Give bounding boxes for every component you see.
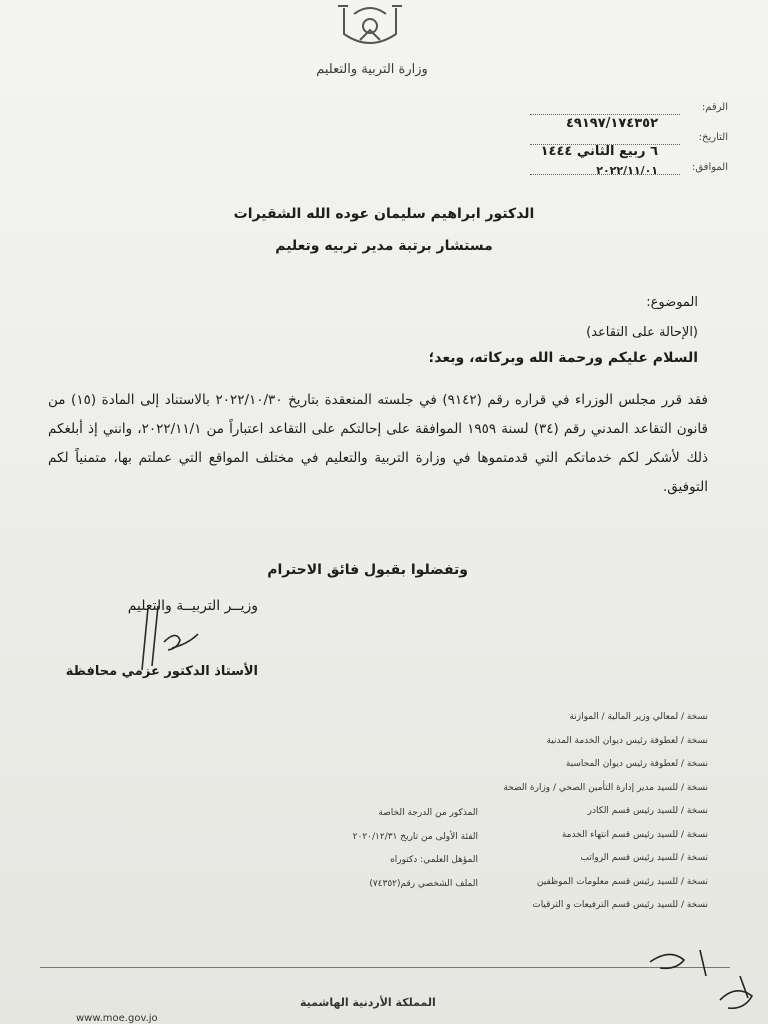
closing-text: وتفضلوا بقبول فائق الاحترام [267, 562, 468, 578]
employee-info-item: الفئة الأولى من تاريخ ٢٠٢٠/١٢/٣١ [352, 831, 478, 842]
ref-dots [530, 114, 680, 115]
minister-title: وزيــر التربيــة والتعليم [127, 598, 258, 614]
copy-item: نسخة / للسيد رئيس قسم الكادر [587, 806, 708, 816]
copy-item: نسخة / للسيد رئيس قسم الرواتب [580, 853, 708, 863]
minister-name: الأستاذ الدكتور عزمي محافظة [65, 664, 258, 679]
footer-kingdom: المملكة الأردنية الهاشمية [300, 996, 436, 1009]
employee-info-item: الملف الشخصي رقم(٧٤٣٥٢) [369, 878, 478, 889]
footer-divider [40, 967, 730, 968]
copy-item: نسخة / لعطوفة رئيس ديوان الخدمة المدنية [546, 735, 708, 746]
ministry-name-logo: وزارة التربية والتعليم [316, 62, 428, 77]
employee-info-item: المذكور من الدرجة الخاصة [378, 808, 478, 818]
copy-item: نسخة / للسيد رئيس قسم الترفيعات و الترقيات [532, 900, 708, 910]
addressee-name: الدكتور ابراهيم سليمان عوده الله الشقيرات [233, 206, 535, 222]
date-label: التاريخ: [698, 132, 728, 143]
copy-item: نسخة / لعطوفة رئيس ديوان المحاسبة [565, 759, 708, 769]
employee-info-item: المؤهل العلمي: دكتوراه [390, 855, 478, 865]
letter-body: فقد قرر مجلس الوزراء في قراره رقم (٩١٤٢) في جلسته المنعقدة بتاريخ ٢٠٢٢/١٠/٣٠ بالاستناد إلى المادة (١٥) من قانون التقاعد المدني رقم (٣٤) لسنة ١٩٥٩ الموافقة على إحالتكم على التقاعد اعتباراً من ٢٠٢٢/١١/١، وانني إذ أبلغكم ذلك لأشكر لكم خدماتكم التي قدمتموها في وزارة التربية والتعليم في مختلف المواقع التي عملتم بها، متمنياً لكم التوفيق. [48, 392, 709, 495]
subject-text: (الإحالة على التقاعد) [586, 325, 698, 340]
corresponding-value: ٢٠٢٢/١١/٠١ [596, 164, 658, 177]
addressee-position: مستشار برتبة مدير تربيه وتعليم [275, 238, 493, 254]
date-value: ٦ ربيع الثاني ١٤٤٤ [540, 144, 658, 159]
letter-meta [468, 98, 728, 188]
employee-info [258, 808, 478, 902]
copy-item: نسخة / لمعالي وزير المالية / الموازنة [569, 712, 708, 722]
ref-value: ٤٩١٩٧/١٧٤٣٥٢ [565, 116, 658, 131]
copy-item: نسخة / للسيد رئيس قسم معلومات الموظفين [536, 876, 708, 887]
handwritten-initials [640, 940, 768, 1024]
copy-item: نسخة / للسيد رئيس قسم انتهاء الخدمة [561, 829, 708, 840]
greeting: السلام عليكم ورحمة الله وبركاته، وبعد؛ [428, 350, 698, 366]
copy-item: نسخة / للسيد مدير إدارة التأمين الصحي / وزارة الصحة [503, 782, 708, 793]
subject-label: الموضوع: [646, 295, 698, 310]
ref-label: الرقم: [701, 102, 728, 113]
crown-emblem-icon [330, 0, 410, 60]
corresponding-label: الموافق: [691, 162, 728, 173]
footer-url: www.moe.gov.jo [76, 1013, 158, 1024]
